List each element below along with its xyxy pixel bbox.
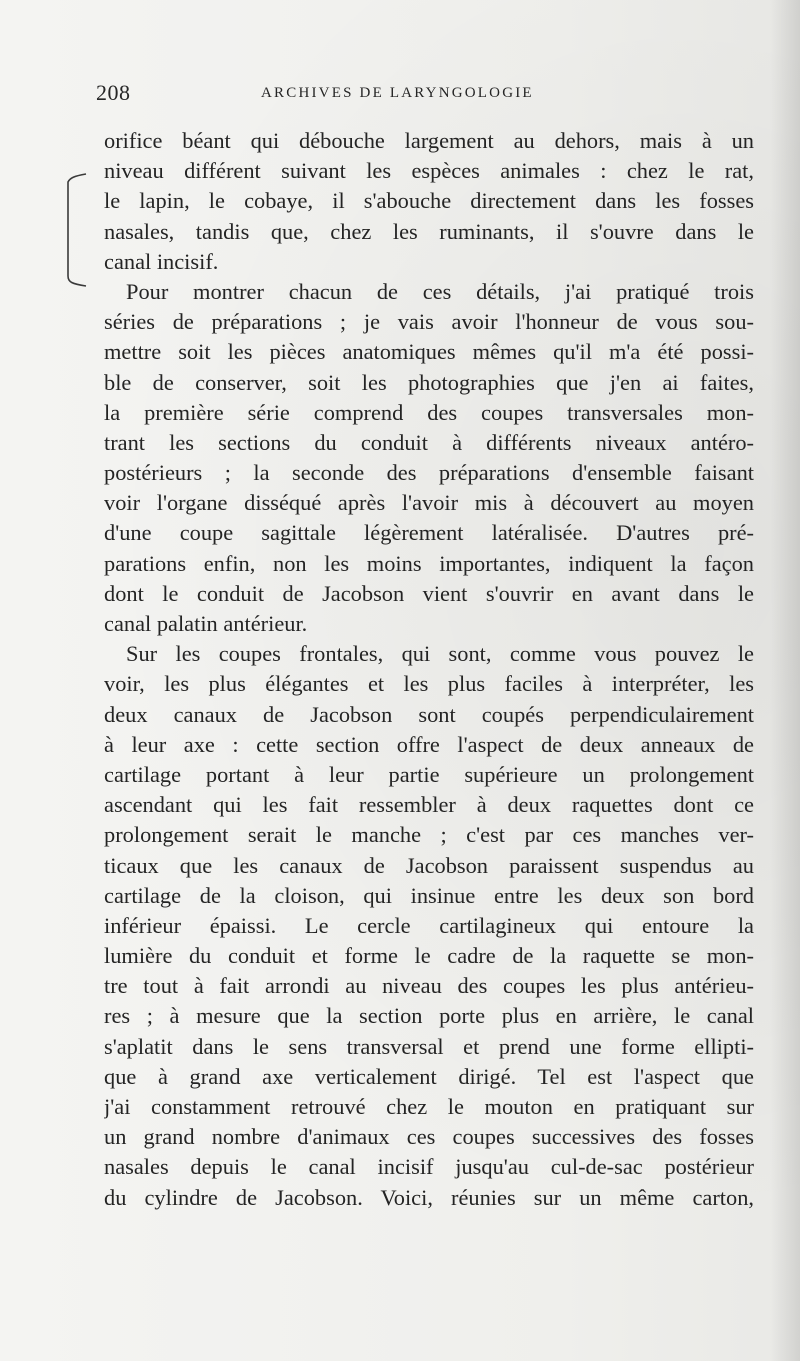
text-line: orifice béant qui débouche largement au dehors, mais à un bbox=[104, 128, 754, 153]
text-line: cartilage de la cloison, qui insinue entre les deux son bord bbox=[104, 882, 754, 908]
text-line: du cylindre de Jacobson. Voici, réunies sur un même carton, bbox=[104, 1184, 754, 1210]
text-line: trant les sections du conduit à différents niveaux antéro- bbox=[104, 429, 754, 455]
text-line: postérieurs ; la seconde des préparations d'ensemble faisant bbox=[104, 460, 754, 486]
text-line: voir l'organe disséqué après l'avoir mis à découvert au moyen bbox=[104, 490, 754, 516]
text-line: res ; à mesure que la section porte plus en arrière, le canal bbox=[104, 1003, 754, 1029]
text-line: parations enfin, non les moins importantes, indiquent la façon bbox=[104, 550, 754, 576]
text-line: Pour montrer chacun de ces détails, j'ai pratiqué trois bbox=[126, 278, 754, 304]
text-line: inférieur épaissi. Le cercle cartilagineux qui entoure la bbox=[104, 912, 754, 938]
text-line: que à grand axe verticalement dirigé. Tel est l'aspect que bbox=[104, 1063, 754, 1089]
text-line: voir, les plus élégantes et les plus faciles à interpréter, les bbox=[104, 671, 754, 697]
margin-bracket-mark bbox=[60, 172, 90, 290]
text-line: s'aplatit dans le sens transversal et prend une forme ellipti- bbox=[104, 1033, 754, 1059]
text-line: d'une coupe sagittale légèrement latéralisée. D'autres pré- bbox=[104, 520, 754, 546]
text-line: ascendant qui les fait ressembler à deux raquettes dont ce bbox=[104, 792, 754, 818]
text-line: nasales depuis le canal incisif jusqu'au cul-de-sac postérieur bbox=[104, 1154, 754, 1180]
body-text bbox=[104, 126, 754, 1213]
text-line: à leur axe : cette section offre l'aspect de deux anneaux de bbox=[104, 731, 754, 757]
text-line: Sur les coupes frontales, qui sont, comme vous pouvez le bbox=[126, 641, 754, 667]
text-line: dont le conduit de Jacobson vient s'ouvrir en avant dans le bbox=[104, 580, 754, 606]
page-header bbox=[96, 80, 746, 110]
text-line: prolongement serait le manche ; c'est par ces manches ver- bbox=[104, 822, 754, 848]
text-line: lumière du conduit et forme le cadre de la raquette se mon- bbox=[104, 943, 754, 969]
text-line: le lapin, le cobaye, il s'abouche directement dans les fosses bbox=[104, 188, 754, 214]
running-title: ARCHIVES DE LARYNGOLOGIE bbox=[261, 85, 534, 101]
text-line: canal palatin antérieur. bbox=[104, 611, 308, 636]
text-line: j'ai constamment retrouvé chez le mouton en pratiquant sur bbox=[104, 1094, 754, 1119]
text-line: canal incisif. bbox=[104, 248, 219, 274]
text-line: ble de conserver, soit les photographies que j'en ai faites, bbox=[104, 369, 754, 395]
text-line: un grand nombre d'animaux ces coupes successives des fosses bbox=[104, 1124, 754, 1150]
text-line: deux canaux de Jacobson sont coupés perpendiculairement bbox=[104, 701, 754, 727]
text-line: ticaux que les canaux de Jacobson paraissent suspendus au bbox=[104, 852, 754, 878]
page-number: 208 bbox=[96, 80, 131, 105]
page-edge-shadow bbox=[770, 0, 800, 1361]
text-line: mettre soit les pièces anatomiques mêmes qu'il m'a été possi- bbox=[104, 339, 754, 365]
text-line: séries de préparations ; je vais avoir l'honneur de vous sou- bbox=[104, 309, 754, 335]
text-line: la première série comprend des coupes transversales mon- bbox=[104, 399, 754, 425]
text-line: nasales, tandis que, chez les ruminants, il s'ouvre dans le bbox=[104, 218, 754, 244]
text-line: tre tout à fait arrondi au niveau des coupes les plus antérieu- bbox=[104, 973, 754, 999]
text-line: niveau différent suivant les espèces animales : chez le rat, bbox=[104, 158, 754, 184]
text-line: cartilage portant à leur partie supérieure un prolongement bbox=[104, 761, 754, 787]
